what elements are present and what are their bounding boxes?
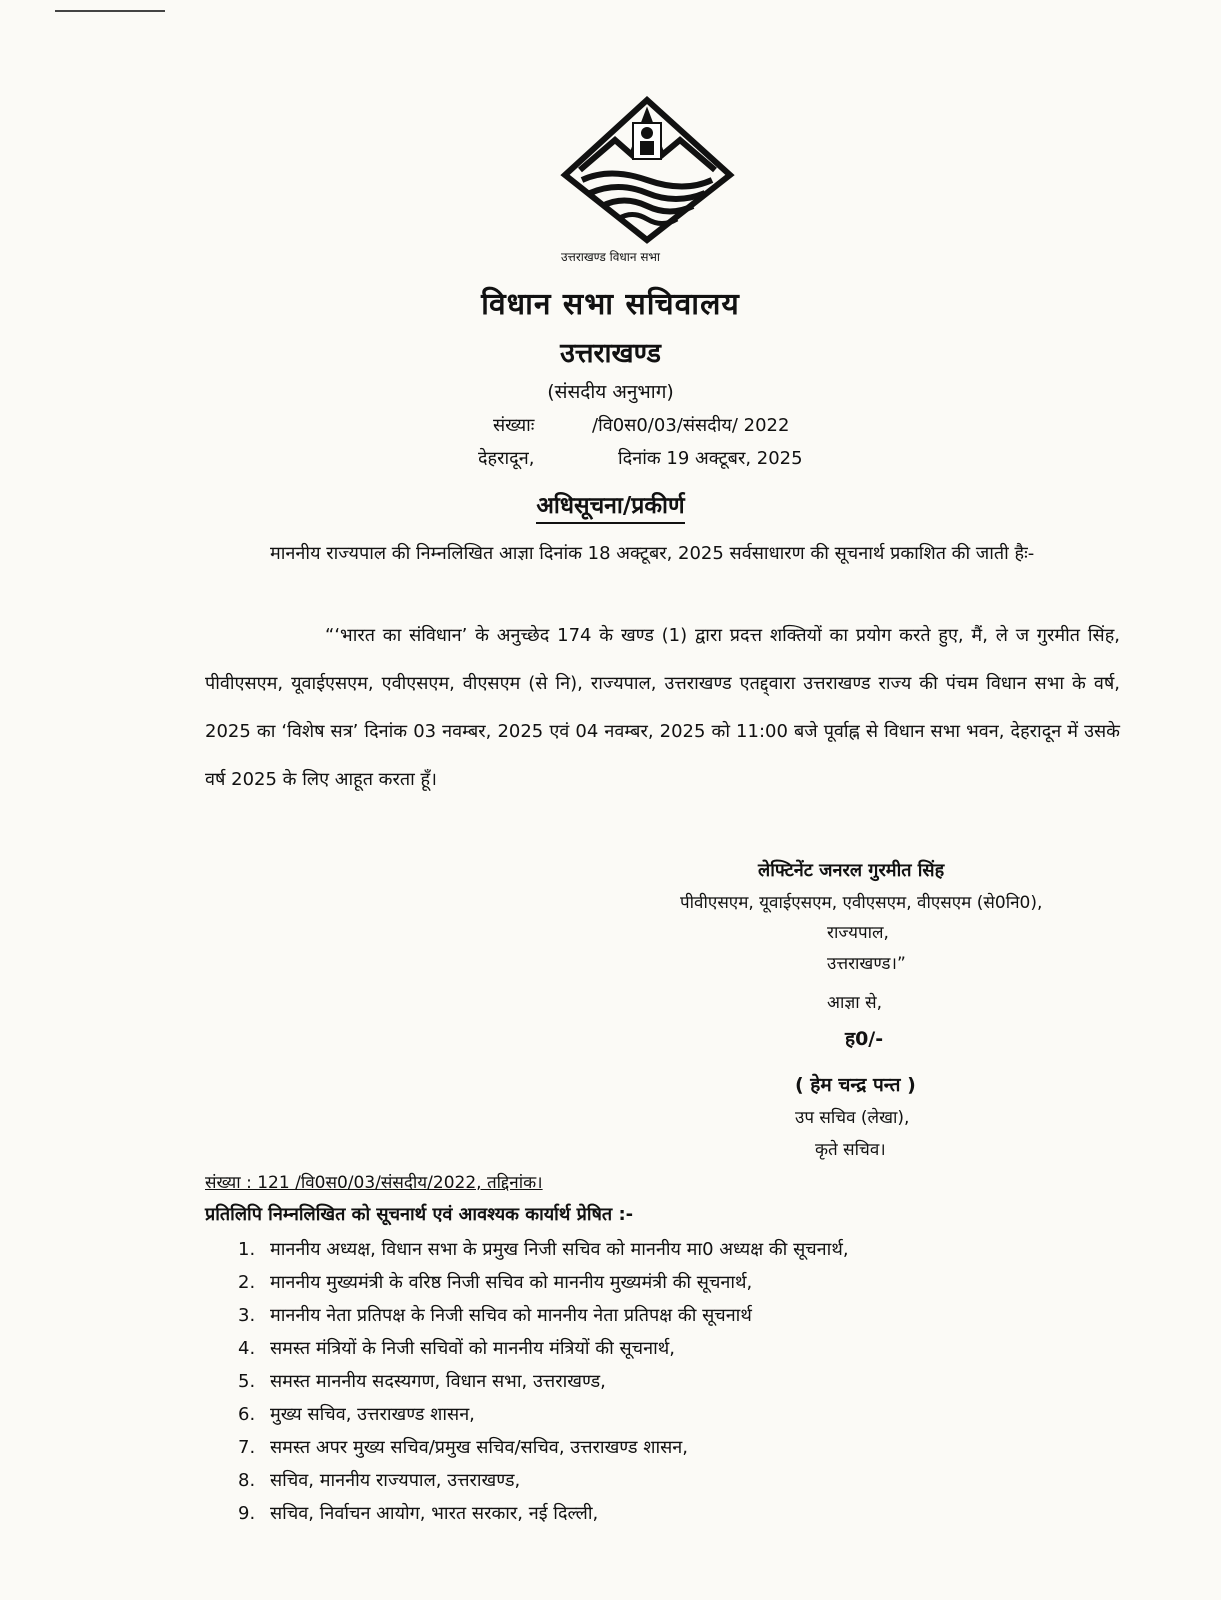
state-name: उत्तराखण्ड bbox=[560, 338, 661, 369]
officer-for: कृते सचिव। bbox=[815, 1140, 886, 1160]
governor-state: उत्तराखण्ड।” bbox=[827, 954, 906, 974]
order-text: “‘भारत का संविधान’ के अनुच्छेद 174 के खण्ड (1) द्वारा प्रदत्त शक्तियों का प्रयोग करते हुए, मैं, ले ज गुरमीत सिंह, पीवीएसएम, यूवाईएसएम, एवीएसएम, वीएसएम (से नि), राज्यपाल, उत्तराखण्ड एतद्द्वारा उत्तराखण्ड राज्य की पंचम विधान सभा के वर्ष, 2025 का ‘विशेष सत्र’ दिनांक 03 नवम्बर, 2025 एवं 04 नवम्बर, 2025 को 11:00 बजे पूर्वाह्न से विधान सभा भवन, देहरादून में उसके वर्ष 2025 के लिए आहूत करता हूँ। bbox=[205, 625, 1120, 790]
intro-paragraph bbox=[205, 530, 1120, 578]
office-name: विधान सभा सचिवालय bbox=[481, 287, 740, 322]
date-value: दिनांक 19 अक्टूबर, 2025 bbox=[618, 448, 803, 469]
list-item: 1. माननीय अध्यक्ष, विधान सभा के प्रमुख निजी सचिव को माननीय मा0 अध्यक्ष की सूचनार्थ, bbox=[238, 1239, 849, 1260]
copy-reference: संख्या : 121 /वि0स0/03/संसदीय/2022, तद्दिनांक। bbox=[205, 1173, 543, 1193]
by-order: आज्ञा से, bbox=[827, 993, 882, 1013]
assembly-emblem-logo bbox=[560, 95, 735, 245]
officer-name: ( हेम चन्द्र पन्त ) bbox=[795, 1074, 916, 1096]
signed-mark: ह0/- bbox=[845, 1028, 884, 1050]
section-name: (संसदीय अनुभाग) bbox=[547, 381, 674, 403]
notification-title-text: अधिसूचना/प्रकीर्ण bbox=[536, 493, 684, 524]
number-label: संख्याः bbox=[493, 415, 535, 436]
scan-mark bbox=[55, 10, 165, 12]
intro-text: माननीय राज्यपाल की निम्नलिखित आज्ञा दिनांक 18 अक्टूबर, 2025 सर्वसाधारण की सूचनार्थ प्रकाशित की जाती हैः- bbox=[270, 543, 1035, 564]
logo-caption: उत्तराखण्ड विधान सभा bbox=[560, 250, 661, 264]
notification-title bbox=[0, 488, 1221, 520]
list-item: 4. समस्त मंत्रियों के निजी सचिवों को माननीय मंत्रियों की सूचनार्थ, bbox=[238, 1338, 675, 1359]
copy-heading: प्रतिलिपि निम्नलिखित को सूचनार्थ एवं आवश्यक कार्यार्थ प्रेषित :- bbox=[205, 1204, 634, 1225]
governor-post: राज्यपाल, bbox=[827, 923, 889, 943]
list-item: 9. सचिव, निर्वाचन आयोग, भारत सरकार, नई दिल्ली, bbox=[238, 1503, 599, 1524]
list-item: 6. मुख्य सचिव, उत्तराखण्ड शासन, bbox=[238, 1404, 475, 1425]
place: देहरादून, bbox=[478, 448, 535, 469]
list-item: 5. समस्त माननीय सदस्यगण, विधान सभा, उत्तराखण्ड, bbox=[238, 1371, 606, 1392]
order-paragraph bbox=[205, 612, 1120, 804]
list-item: 8. सचिव, माननीय राज्यपाल, उत्तराखण्ड, bbox=[238, 1470, 521, 1491]
list-item: 7. समस्त अपर मुख्य सचिव/प्रमुख सचिव/सचिव, उत्तराखण्ड शासन, bbox=[238, 1437, 688, 1458]
list-item: 2. माननीय मुख्यमंत्री के वरिष्ठ निजी सचिव को माननीय मुख्यमंत्री की सूचनार्थ, bbox=[238, 1272, 753, 1293]
governor-name: लेफ्टिनेंट जनरल गुरमीत सिंह bbox=[758, 860, 945, 881]
recipient-list bbox=[238, 1233, 849, 1530]
officer-designation: उप सचिव (लेखा), bbox=[795, 1108, 910, 1128]
governor-honours: पीवीएसएम, यूवाईएसएम, एवीएसएम, वीएसएम (से0नि0), bbox=[680, 893, 1043, 913]
list-item: 3. माननीय नेता प्रतिपक्ष के निजी सचिव को माननीय नेता प्रतिपक्ष की सूचनार्थ bbox=[238, 1305, 752, 1326]
number-value: /वि0स0/03/संसदीय/ 2022 bbox=[592, 415, 790, 436]
